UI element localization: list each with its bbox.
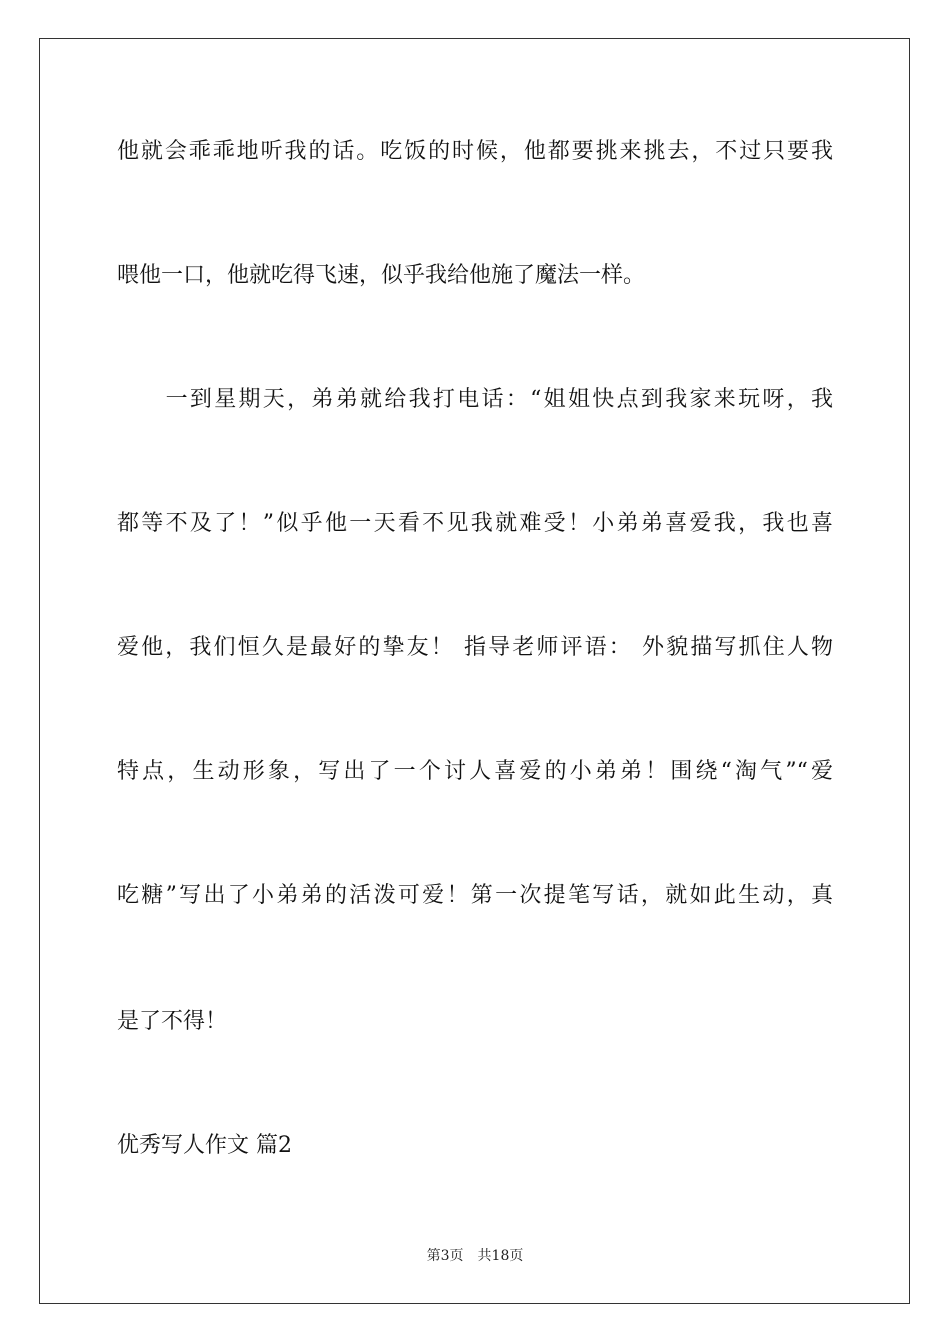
- section-heading: 优秀写人作文 篇2: [117, 1133, 292, 1158]
- text-line-7: 吃糖”写出了小弟弟的活泼可爱！第一次提笔写话，就如此生动，真: [117, 883, 833, 908]
- text-line-4: 都等不及了！”似乎他一天看不见我就难受！小弟弟喜爱我，我也喜: [117, 511, 833, 536]
- text-line-5: 爱他，我们恒久是最好的挚友！ 指导老师评语： 外貌描写抓住人物: [117, 635, 833, 660]
- text-line-8: 是了不得！: [117, 1009, 228, 1034]
- text-line-6: 特点，生动形象，写出了一个讨人喜爱的小弟弟！围绕“淘气”“爱: [117, 759, 833, 784]
- text-line-3: 一到星期天，弟弟就给我打电话：“姐姐快点到我家来玩呀，我: [117, 387, 833, 412]
- text-line-2: 喂他一口，他就吃得飞速，似乎我给他施了魔法一样。: [117, 263, 646, 288]
- text-line-1: 他就会乖乖地听我的话。吃饭的时候，他都要挑来挑去，不过只要我: [117, 139, 833, 164]
- page-border: [39, 38, 910, 1304]
- page-footer: 第3页 共18页: [426, 1248, 524, 1264]
